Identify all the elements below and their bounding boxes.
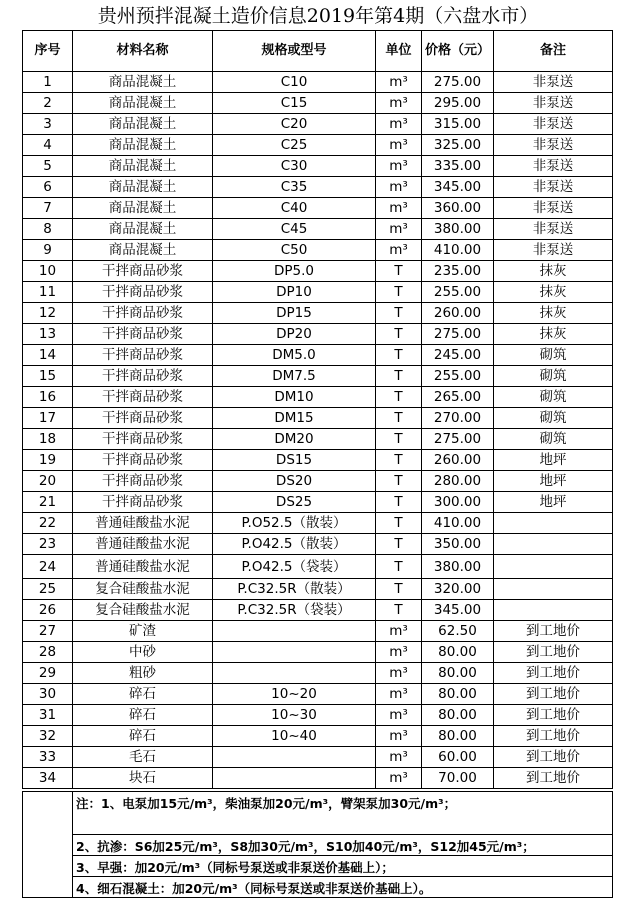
cell-remark: 到工地价	[494, 768, 613, 789]
table-row	[23, 177, 613, 198]
header-remark: 备注	[494, 31, 613, 72]
cell-remark: 抹灰	[494, 282, 613, 303]
cell-price: 345.00	[422, 177, 494, 198]
cell-unit: T	[376, 366, 422, 387]
cell-spec: DP5.0	[213, 261, 376, 282]
cell-no: 11	[23, 282, 73, 303]
cell-remark: 到工地价	[494, 621, 613, 642]
cell-unit: m³	[376, 93, 422, 114]
cell-spec: DM10	[213, 387, 376, 408]
cell-remark: 非泵送	[494, 240, 613, 261]
cell-unit: m³	[376, 240, 422, 261]
cell-spec: 10~40	[213, 726, 376, 747]
table-row	[23, 642, 613, 663]
cell-name: 商品混凝土	[73, 114, 213, 135]
table-row	[23, 684, 613, 705]
cell-price: 255.00	[422, 282, 494, 303]
cell-name: 普通硅酸盐水泥	[73, 534, 213, 555]
cell-unit: m³	[376, 621, 422, 642]
cell-spec: P.O52.5（散装）	[213, 513, 376, 534]
cell-name: 干拌商品砂浆	[73, 345, 213, 366]
cell-price: 80.00	[422, 642, 494, 663]
cell-unit: m³	[376, 663, 422, 684]
cell-price: 245.00	[422, 345, 494, 366]
cell-no: 18	[23, 429, 73, 450]
cell-remark	[494, 534, 613, 555]
note-3: 3、早强：加20元/m³（同标号泵送或非泵送价基础上）；	[73, 856, 613, 877]
table-row	[23, 705, 613, 726]
cell-name: 毛石	[73, 747, 213, 768]
cell-spec: C25	[213, 135, 376, 156]
table-header-row	[23, 31, 613, 72]
cell-price: 80.00	[422, 684, 494, 705]
cell-unit: T	[376, 579, 422, 600]
cell-spec: DS25	[213, 492, 376, 513]
table-row	[23, 768, 613, 789]
cell-no: 13	[23, 324, 73, 345]
cell-no: 15	[23, 366, 73, 387]
cell-remark: 到工地价	[494, 705, 613, 726]
cell-remark: 非泵送	[494, 93, 613, 114]
table-row	[23, 429, 613, 450]
note-2: 2、抗渗：S6加25元/m³，S8加30元/m³，S10加40元/m³，S12加45元/m³；	[73, 835, 613, 856]
cell-unit: T	[376, 282, 422, 303]
cell-spec: C15	[213, 93, 376, 114]
table-row	[23, 156, 613, 177]
cell-spec: DM15	[213, 408, 376, 429]
table-row	[23, 726, 613, 747]
cell-spec: DM20	[213, 429, 376, 450]
cell-unit: T	[376, 261, 422, 282]
notes-table	[22, 791, 613, 898]
cell-unit: m³	[376, 747, 422, 768]
table-row	[23, 600, 613, 621]
cell-remark: 砌筑	[494, 366, 613, 387]
cell-price: 275.00	[422, 324, 494, 345]
table-row	[23, 663, 613, 684]
cell-price: 255.00	[422, 366, 494, 387]
cell-remark: 非泵送	[494, 198, 613, 219]
cell-remark: 非泵送	[494, 114, 613, 135]
cell-remark: 非泵送	[494, 72, 613, 93]
cell-price: 235.00	[422, 261, 494, 282]
cell-no: 28	[23, 642, 73, 663]
cell-name: 干拌商品砂浆	[73, 324, 213, 345]
table-row	[23, 345, 613, 366]
cell-remark	[494, 579, 613, 600]
cell-no: 24	[23, 555, 73, 579]
cell-no: 27	[23, 621, 73, 642]
cell-no: 8	[23, 219, 73, 240]
header-price: 价格（元）	[422, 31, 494, 72]
cell-price: 300.00	[422, 492, 494, 513]
cell-remark: 到工地价	[494, 684, 613, 705]
table-row	[23, 219, 613, 240]
table-row	[23, 621, 613, 642]
cell-no: 34	[23, 768, 73, 789]
cell-price: 62.50	[422, 621, 494, 642]
cell-price: 295.00	[422, 93, 494, 114]
cell-name: 碎石	[73, 684, 213, 705]
cell-no: 12	[23, 303, 73, 324]
cell-remark: 砌筑	[494, 408, 613, 429]
cell-no: 3	[23, 114, 73, 135]
cell-price: 275.00	[422, 72, 494, 93]
cell-spec: C35	[213, 177, 376, 198]
cell-unit: T	[376, 555, 422, 579]
note-1: 注：1、电泵加15元/m³，柴油泵加20元/m³，臂架泵加30元/m³；	[73, 792, 613, 835]
cell-remark	[494, 513, 613, 534]
cell-spec: DP20	[213, 324, 376, 345]
cell-price: 80.00	[422, 705, 494, 726]
cell-price: 275.00	[422, 429, 494, 450]
cell-no: 14	[23, 345, 73, 366]
cell-no: 5	[23, 156, 73, 177]
cell-price: 265.00	[422, 387, 494, 408]
cell-no: 6	[23, 177, 73, 198]
table-row	[23, 198, 613, 219]
cell-price: 315.00	[422, 114, 494, 135]
cell-remark: 非泵送	[494, 156, 613, 177]
cell-name: 干拌商品砂浆	[73, 408, 213, 429]
cell-no: 7	[23, 198, 73, 219]
cell-name: 商品混凝土	[73, 135, 213, 156]
table-row	[23, 261, 613, 282]
table-row	[23, 366, 613, 387]
table-row	[23, 513, 613, 534]
note-4: 4、细石混凝土：加20元/m³（同标号泵送或非泵送价基础上）。	[73, 877, 613, 898]
cell-spec: C10	[213, 72, 376, 93]
cell-name: 普通硅酸盐水泥	[73, 513, 213, 534]
cell-unit: m³	[376, 642, 422, 663]
cell-no: 19	[23, 450, 73, 471]
cell-name: 中砂	[73, 642, 213, 663]
cell-name: 商品混凝土	[73, 219, 213, 240]
table-row	[23, 93, 613, 114]
cell-spec: DP10	[213, 282, 376, 303]
header-unit: 单位	[376, 31, 422, 72]
cell-name: 粗砂	[73, 663, 213, 684]
cell-spec: P.O42.5（袋装）	[213, 555, 376, 579]
cell-unit: m³	[376, 726, 422, 747]
cell-spec: P.C32.5R（袋装）	[213, 600, 376, 621]
table-row	[23, 303, 613, 324]
table-row	[23, 471, 613, 492]
cell-unit: m³	[376, 768, 422, 789]
table-row	[23, 534, 613, 555]
table-row	[23, 135, 613, 156]
cell-unit: m³	[376, 705, 422, 726]
cell-no: 10	[23, 261, 73, 282]
cell-name: 干拌商品砂浆	[73, 387, 213, 408]
cell-no: 29	[23, 663, 73, 684]
cell-remark: 非泵送	[494, 177, 613, 198]
cell-spec: DM7.5	[213, 366, 376, 387]
cell-remark: 到工地价	[494, 663, 613, 684]
cell-name: 碎石	[73, 726, 213, 747]
cell-no: 21	[23, 492, 73, 513]
cell-unit: T	[376, 324, 422, 345]
cell-remark: 到工地价	[494, 642, 613, 663]
cell-price: 80.00	[422, 726, 494, 747]
cell-no: 9	[23, 240, 73, 261]
cell-unit: T	[376, 600, 422, 621]
cell-price: 410.00	[422, 513, 494, 534]
cell-no: 31	[23, 705, 73, 726]
cell-remark: 非泵送	[494, 135, 613, 156]
cell-no: 1	[23, 72, 73, 93]
cell-spec	[213, 642, 376, 663]
cell-price: 320.00	[422, 579, 494, 600]
cell-no: 17	[23, 408, 73, 429]
cell-unit: T	[376, 534, 422, 555]
cell-remark	[494, 600, 613, 621]
cell-name: 商品混凝土	[73, 198, 213, 219]
table-body	[23, 72, 613, 789]
cell-spec: C30	[213, 156, 376, 177]
cell-unit: T	[376, 408, 422, 429]
cell-spec: DM5.0	[213, 345, 376, 366]
cell-unit: m³	[376, 177, 422, 198]
cell-unit: m³	[376, 219, 422, 240]
cell-spec: C40	[213, 198, 376, 219]
table-row	[23, 450, 613, 471]
table-row	[23, 555, 613, 579]
cell-no: 2	[23, 93, 73, 114]
cell-remark: 砌筑	[494, 429, 613, 450]
cell-remark: 砌筑	[494, 387, 613, 408]
cell-unit: m³	[376, 156, 422, 177]
cell-price: 410.00	[422, 240, 494, 261]
cell-price: 325.00	[422, 135, 494, 156]
cell-no: 22	[23, 513, 73, 534]
cell-name: 块石	[73, 768, 213, 789]
cell-spec: 10~30	[213, 705, 376, 726]
cell-spec: DS20	[213, 471, 376, 492]
cell-price: 70.00	[422, 768, 494, 789]
cell-spec	[213, 768, 376, 789]
cell-name: 干拌商品砂浆	[73, 366, 213, 387]
cell-spec: P.O42.5（散装）	[213, 534, 376, 555]
cell-remark: 砌筑	[494, 345, 613, 366]
cell-no: 32	[23, 726, 73, 747]
price-table	[22, 30, 613, 789]
cell-name: 商品混凝土	[73, 156, 213, 177]
table-row	[23, 408, 613, 429]
cell-unit: m³	[376, 684, 422, 705]
cell-name: 碎石	[73, 705, 213, 726]
cell-name: 商品混凝土	[73, 93, 213, 114]
table-row	[23, 240, 613, 261]
cell-unit: m³	[376, 72, 422, 93]
cell-spec: C20	[213, 114, 376, 135]
cell-unit: T	[376, 450, 422, 471]
cell-price: 350.00	[422, 534, 494, 555]
cell-price: 360.00	[422, 198, 494, 219]
cell-name: 商品混凝土	[73, 177, 213, 198]
cell-unit: m³	[376, 135, 422, 156]
page-title: 贵州预拌混凝土造价信息2019年第4期（六盘水市）	[97, 5, 539, 27]
cell-spec: DS15	[213, 450, 376, 471]
cell-remark	[494, 555, 613, 579]
cell-name: 商品混凝土	[73, 240, 213, 261]
table-row	[23, 282, 613, 303]
table-row	[23, 579, 613, 600]
cell-price: 380.00	[422, 219, 494, 240]
cell-price: 60.00	[422, 747, 494, 768]
cell-unit: m³	[376, 198, 422, 219]
cell-name: 干拌商品砂浆	[73, 471, 213, 492]
cell-spec: 10~20	[213, 684, 376, 705]
cell-name: 复合硅酸盐水泥	[73, 579, 213, 600]
cell-remark: 到工地价	[494, 747, 613, 768]
cell-name: 干拌商品砂浆	[73, 450, 213, 471]
cell-spec	[213, 747, 376, 768]
cell-name: 普通硅酸盐水泥	[73, 555, 213, 579]
cell-name: 商品混凝土	[73, 72, 213, 93]
cell-name: 干拌商品砂浆	[73, 429, 213, 450]
header-no: 序号	[23, 31, 73, 72]
cell-no: 26	[23, 600, 73, 621]
cell-no: 4	[23, 135, 73, 156]
cell-remark: 非泵送	[494, 219, 613, 240]
cell-name: 干拌商品砂浆	[73, 492, 213, 513]
table-row	[23, 72, 613, 93]
cell-remark: 到工地价	[494, 726, 613, 747]
cell-unit: T	[376, 513, 422, 534]
cell-unit: T	[376, 492, 422, 513]
cell-name: 干拌商品砂浆	[73, 261, 213, 282]
cell-spec	[213, 621, 376, 642]
cell-no: 23	[23, 534, 73, 555]
cell-price: 80.00	[422, 663, 494, 684]
cell-remark: 地坪	[494, 450, 613, 471]
cell-unit: m³	[376, 114, 422, 135]
table-row	[23, 114, 613, 135]
cell-spec: C45	[213, 219, 376, 240]
cell-no: 25	[23, 579, 73, 600]
cell-spec: DP15	[213, 303, 376, 324]
cell-unit: T	[376, 429, 422, 450]
cell-unit: T	[376, 345, 422, 366]
cell-unit: T	[376, 387, 422, 408]
cell-no: 30	[23, 684, 73, 705]
cell-remark: 抹灰	[494, 261, 613, 282]
cell-name: 干拌商品砂浆	[73, 303, 213, 324]
table-row	[23, 387, 613, 408]
cell-price: 280.00	[422, 471, 494, 492]
table-row	[23, 492, 613, 513]
cell-remark: 地坪	[494, 492, 613, 513]
header-name: 材料名称	[73, 31, 213, 72]
cell-remark: 地坪	[494, 471, 613, 492]
cell-price: 345.00	[422, 600, 494, 621]
cell-name: 复合硅酸盐水泥	[73, 600, 213, 621]
cell-price: 335.00	[422, 156, 494, 177]
cell-price: 270.00	[422, 408, 494, 429]
cell-remark: 抹灰	[494, 303, 613, 324]
cell-name: 矿渣	[73, 621, 213, 642]
cell-spec	[213, 663, 376, 684]
cell-spec: C50	[213, 240, 376, 261]
cell-name: 干拌商品砂浆	[73, 282, 213, 303]
header-spec: 规格或型号	[213, 31, 376, 72]
cell-price: 380.00	[422, 555, 494, 579]
cell-spec: P.C32.5R（散装）	[213, 579, 376, 600]
table-row	[23, 747, 613, 768]
cell-unit: T	[376, 303, 422, 324]
cell-price: 260.00	[422, 450, 494, 471]
cell-no: 33	[23, 747, 73, 768]
cell-no: 20	[23, 471, 73, 492]
cell-no: 16	[23, 387, 73, 408]
cell-price: 260.00	[422, 303, 494, 324]
cell-unit: T	[376, 471, 422, 492]
cell-remark: 抹灰	[494, 324, 613, 345]
table-row	[23, 324, 613, 345]
